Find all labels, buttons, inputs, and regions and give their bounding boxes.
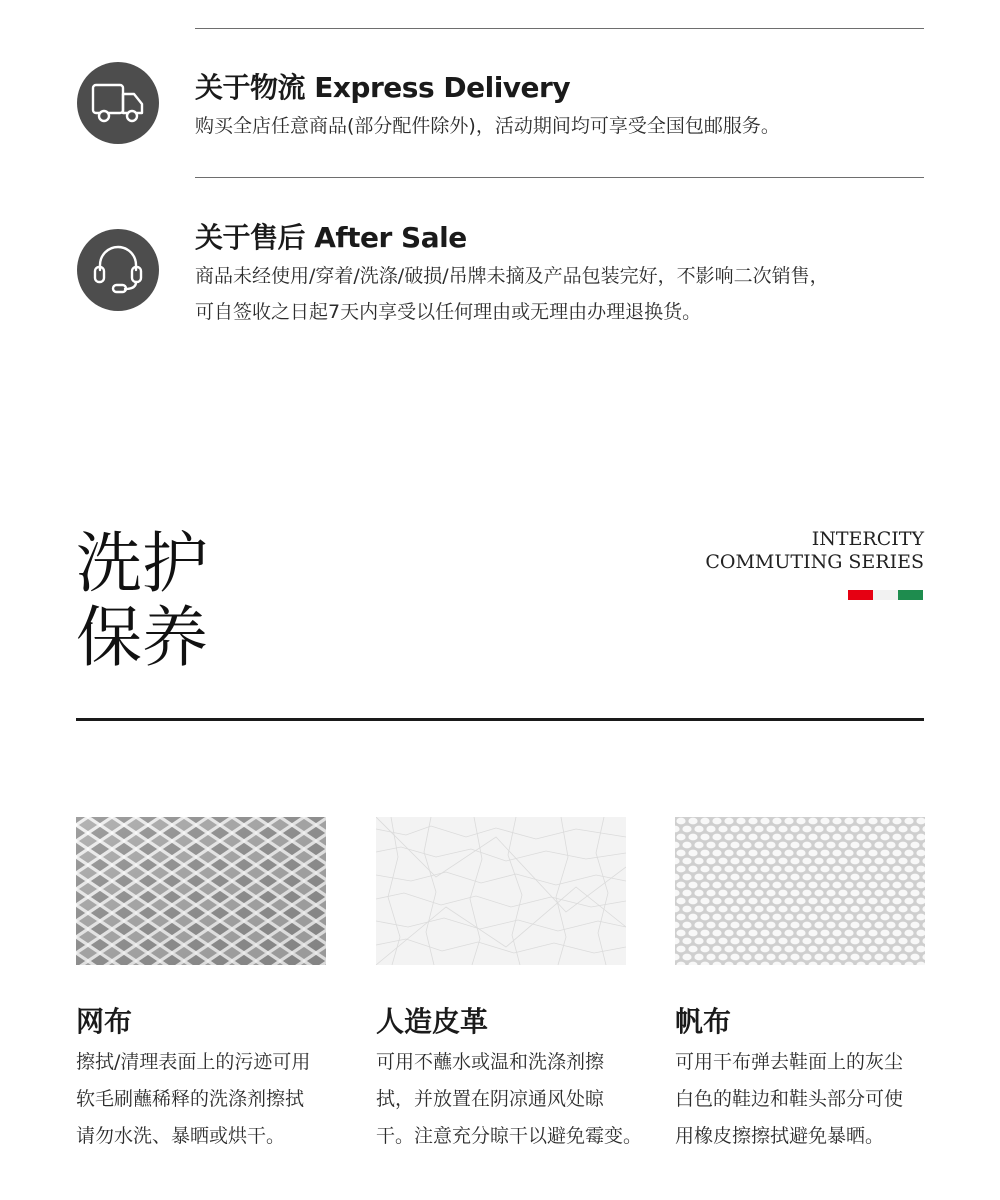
material-desc-line: 擦拭/清理表面上的污迹可用 bbox=[76, 1051, 311, 1073]
flag-red-stripe bbox=[848, 590, 873, 600]
italian-flag-stripes bbox=[848, 590, 923, 600]
material-desc-line: 拭，并放置在阴凉通风处晾 bbox=[376, 1088, 605, 1110]
delivery-title: 关于物流 Express Delivery bbox=[195, 71, 571, 104]
material-desc-line: 干。注意充分晾干以避免霉变。 bbox=[376, 1125, 643, 1147]
material-desc-line: 软毛刷蘸稀释的洗涤剂擦拭 bbox=[76, 1088, 305, 1110]
material-desc-line: 用橡皮擦擦拭避免暴晒。 bbox=[675, 1125, 885, 1147]
headset-icon bbox=[91, 245, 145, 295]
series-label bbox=[705, 528, 924, 574]
material-desc-line: 可用不蘸水或温和洗涤剂擦 bbox=[376, 1051, 605, 1073]
after-sale-text bbox=[195, 258, 925, 330]
section-divider bbox=[76, 718, 924, 721]
after-sale-icon-badge bbox=[77, 229, 159, 311]
flag-white-stripe bbox=[873, 590, 898, 600]
middle-divider bbox=[195, 177, 924, 178]
mesh-texture-image bbox=[76, 817, 326, 965]
care-title bbox=[76, 527, 208, 675]
material-desc-line: 请勿水洗、暴晒或烘干。 bbox=[76, 1125, 286, 1147]
material-name-mesh: 网布 bbox=[76, 1005, 133, 1038]
series-line: COMMUTING SERIES bbox=[705, 551, 924, 573]
truck-icon bbox=[90, 80, 146, 126]
material-desc-line: 可用干布弹去鞋面上的灰尘 bbox=[675, 1051, 904, 1073]
care-title-line: 洗护 bbox=[76, 525, 208, 602]
material-name-leather: 人造皮革 bbox=[376, 1005, 489, 1038]
series-line: INTERCITY bbox=[811, 528, 924, 550]
material-desc-canvas bbox=[675, 1044, 940, 1155]
after-sale-line: 商品未经使用/穿着/洗涤/破损/吊牌未摘及产品包装完好，不影响二次销售， bbox=[195, 265, 829, 287]
flag-green-stripe bbox=[898, 590, 923, 600]
delivery-icon-badge bbox=[77, 62, 159, 144]
delivery-text: 购买全店任意商品(部分配件除外)，活动期间均可享受全国包邮服务。 bbox=[195, 115, 780, 137]
top-divider bbox=[195, 28, 924, 29]
material-desc-line: 白色的鞋边和鞋头部分可使 bbox=[675, 1088, 904, 1110]
after-sale-title: 关于售后 After Sale bbox=[195, 221, 467, 254]
material-desc-mesh bbox=[76, 1044, 341, 1155]
care-title-line: 保养 bbox=[76, 599, 208, 676]
material-name-canvas: 帆布 bbox=[675, 1005, 732, 1038]
canvas-texture-image bbox=[675, 817, 925, 965]
leather-texture-image bbox=[376, 817, 626, 965]
after-sale-line: 可自签收之日起7天内享受以任何理由或无理由办理退换货。 bbox=[195, 301, 702, 323]
material-desc-leather bbox=[376, 1044, 641, 1155]
